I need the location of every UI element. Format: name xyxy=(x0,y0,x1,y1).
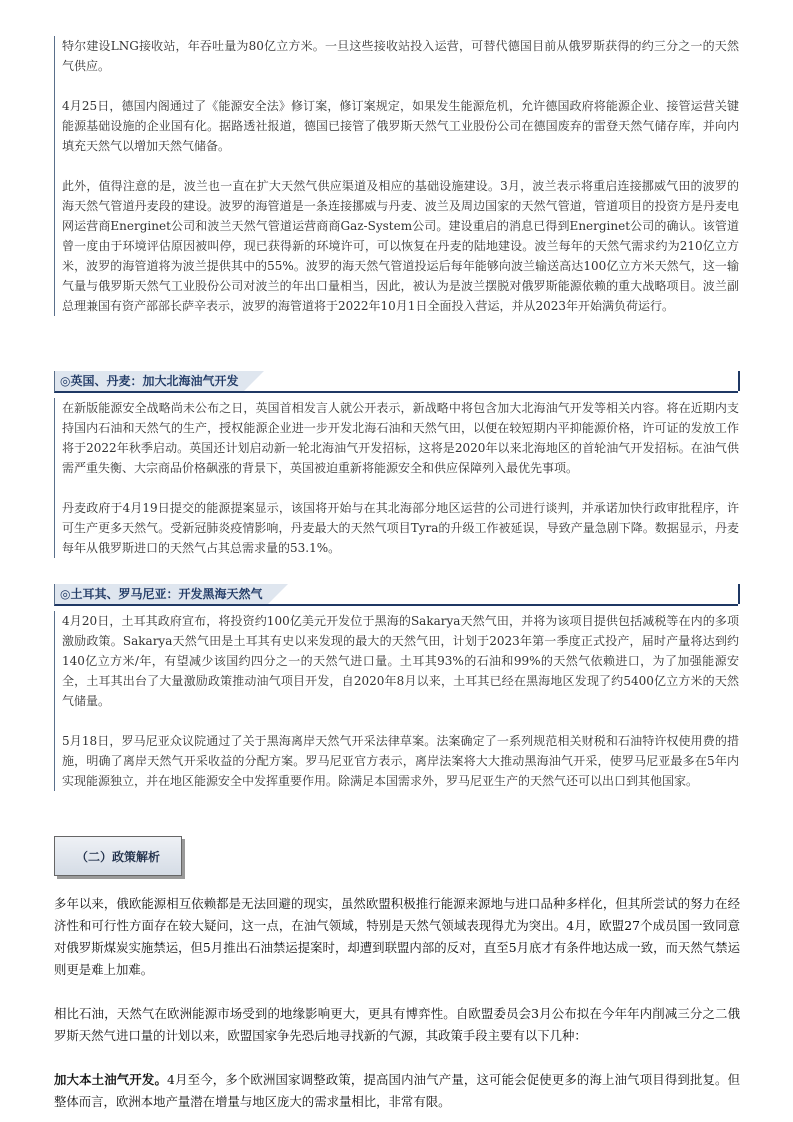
section-germany-poland xyxy=(54,36,739,316)
paragraph-text: 4月至今，多个欧洲国家调整政策，提高国内油气产量，这可能会促使更多的海上油气项目得到批复。但整体而言，欧洲本地产量潜在增量与地区庞大的需求量相比，非常有限。 xyxy=(54,1072,741,1109)
section-header-uk-denmark xyxy=(54,371,738,393)
policy-analysis-heading: （二）政策解析 xyxy=(54,836,182,876)
policy-analysis-body xyxy=(54,893,740,1113)
paragraph: 在新版能源安全战略尚未公布之日，英国首相发言人就公开表示，新战略中将包含加大北海油气开发等相关内容。将在近期内支持国内石油和天然气的生产，授权能源企业进一步开发北海石油和天然气田，以便在较短期内平抑能源价格，许可证的发放工作将于2022年秋季启动。英国还计划启动新一轮北海油气开发招标，这将是2020年以来北海地区的首轮油气开发招标。在油气供需严重失衡、大宗商品价格飙涨的背景下，英国被迫重新将能源安全和供应保障列入最优先事项。 xyxy=(62,401,739,475)
lead-text: 加大本土油气开发。 xyxy=(54,1072,168,1087)
paragraph: 5月18日，罗马尼亚众议院通过了关于黑海离岸天然气开采法律草案。法案确定了一系列规范相关财税和石油特许权使用费的措施，明确了离岸天然气开采收益的分配方案。罗马尼亚官方表示，离岸法案将大大推动黑海油气开采，使罗马尼亚最多在5年内实现能源独立，并在地区能源安全中发挥重要作用。除满足本国需求外，罗马尼亚生产的天然气还可以出口到其他国家。 xyxy=(62,734,739,788)
paragraph-with-lead xyxy=(54,1069,740,1113)
section-title: ◎英国、丹麦：加大北海油气开发 xyxy=(55,371,244,391)
section-uk-denmark xyxy=(54,398,739,558)
paragraph: 多年以来，俄欧能源相互依赖都是无法回避的现实，虽然欧盟积极推行能源来源地与进口品种多样化，但其所尝试的努力在经济性和可行性方面存在较大疑问，这一点，在油气领域，特别是天然气领域表现得尤为突出。4月，欧盟27个成员国一致同意对俄罗斯煤炭实施禁运，但5月推出石油禁运提案时，却遭到联盟内部的反对，直至5月底才有条件地达成一致，而天然气禁运则更是难上加难。 xyxy=(54,896,740,977)
section-turkey-romania xyxy=(54,611,739,791)
paragraph: 相比石油，天然气在欧洲能源市场受到的地缘影响更大，更具有博弈性。自欧盟委员会3月公布拟在今年年内削减三分之二俄罗斯天然气进口量的计划以来，欧盟国家争先恐后地寻找新的气源，其政策手段主要有以下几种： xyxy=(54,1006,740,1043)
section-title: ◎土耳其、罗马尼亚：开发黑海天然气 xyxy=(55,584,268,604)
paragraph: 丹麦政府于4月19日提交的能源提案显示，该国将开始与在其北海部分地区运营的公司进行谈判，并承诺加快行政审批程序，许可生产更多天然气。受新冠肺炎疫情影响，丹麦最大的天然气项目Tyra的升级工作被延误，导致产量急剧下降。数据显示，丹麦每年从俄罗斯进口的天然气占其总需求量的53.1%。 xyxy=(62,501,739,555)
divider xyxy=(738,371,740,391)
divider xyxy=(738,584,740,604)
section-header-turkey-romania xyxy=(54,584,738,606)
paragraph: 特尔建设LNG接收站，年吞吐量为80亿立方米。一旦这些接收站投入运营，可替代德国目前从俄罗斯获得的约三分之一的天然气供应。 xyxy=(62,39,739,73)
paragraph: 4月20日，土耳其政府宣布，将投资约100亿美元开发位于黑海的Sakarya天然气田，并将为该项目提供包括减税等在内的多项激励政策。Sakarya天然气田是土耳其有史以来发现的最大的天然气田，计划于2023年第一季度正式投产，届时产量将达到约140亿立方米/年，有望减少该国约四分之一的天然气进口量。土耳其93%的石油和99%的天然气依赖进口，为了加强能源安全，土耳其出台了大量激励政策推动油气项目开发，自2020年8月以来，土耳其已经在黑海地区发现了约5400亿立方米的天然气储量。 xyxy=(62,614,739,708)
paragraph: 此外，值得注意的是，波兰也一直在扩大天然气供应渠道及相应的基础设施建设。3月，波兰表示将重启连接挪威气田的波罗的海天然气管道丹麦段的建设。波罗的海管道是一条连接挪威与丹麦、波兰及周边国家的天然气管道，管道项目的投资方是丹麦电网运营商Energinet公司和波兰天然气管道运营商商Gaz-System公司。建设重启的消息已得到Energinet公司的确认。该管道曾一度由于环境评估原因被叫停，现已获得新的环境许可，可以恢复在丹麦的陆地建设。波兰每年的天然气需求约为210亿立方米，波罗的海管道将为波兰提供其中的55%。波罗的海天然气管道投运后每年能够向波兰输送高达100亿立方米天然气，这一输气量与俄罗斯天然气工业股份公司对波兰的年出口量相当，因此，被认为是波兰摆脱对俄罗斯能源依赖的重大战略项目。波兰副总理兼国有资产部部长萨辛表示，波罗的海管道将于2022年10月1日全面投入营运，并从2023年开始满负荷运行。 xyxy=(62,179,739,313)
paragraph: 4月25日，德国内阁通过了《能源安全法》修订案，修订案规定，如果发生能源危机，允许德国政府将能源企业、接管运营关键能源基础设施的企业国有化。据路透社报道，德国已接管了俄罗斯天然气工业股份公司在德国废弃的雷登天然气储存库，并向内填充天然气以增加天然气储备。 xyxy=(62,99,739,153)
